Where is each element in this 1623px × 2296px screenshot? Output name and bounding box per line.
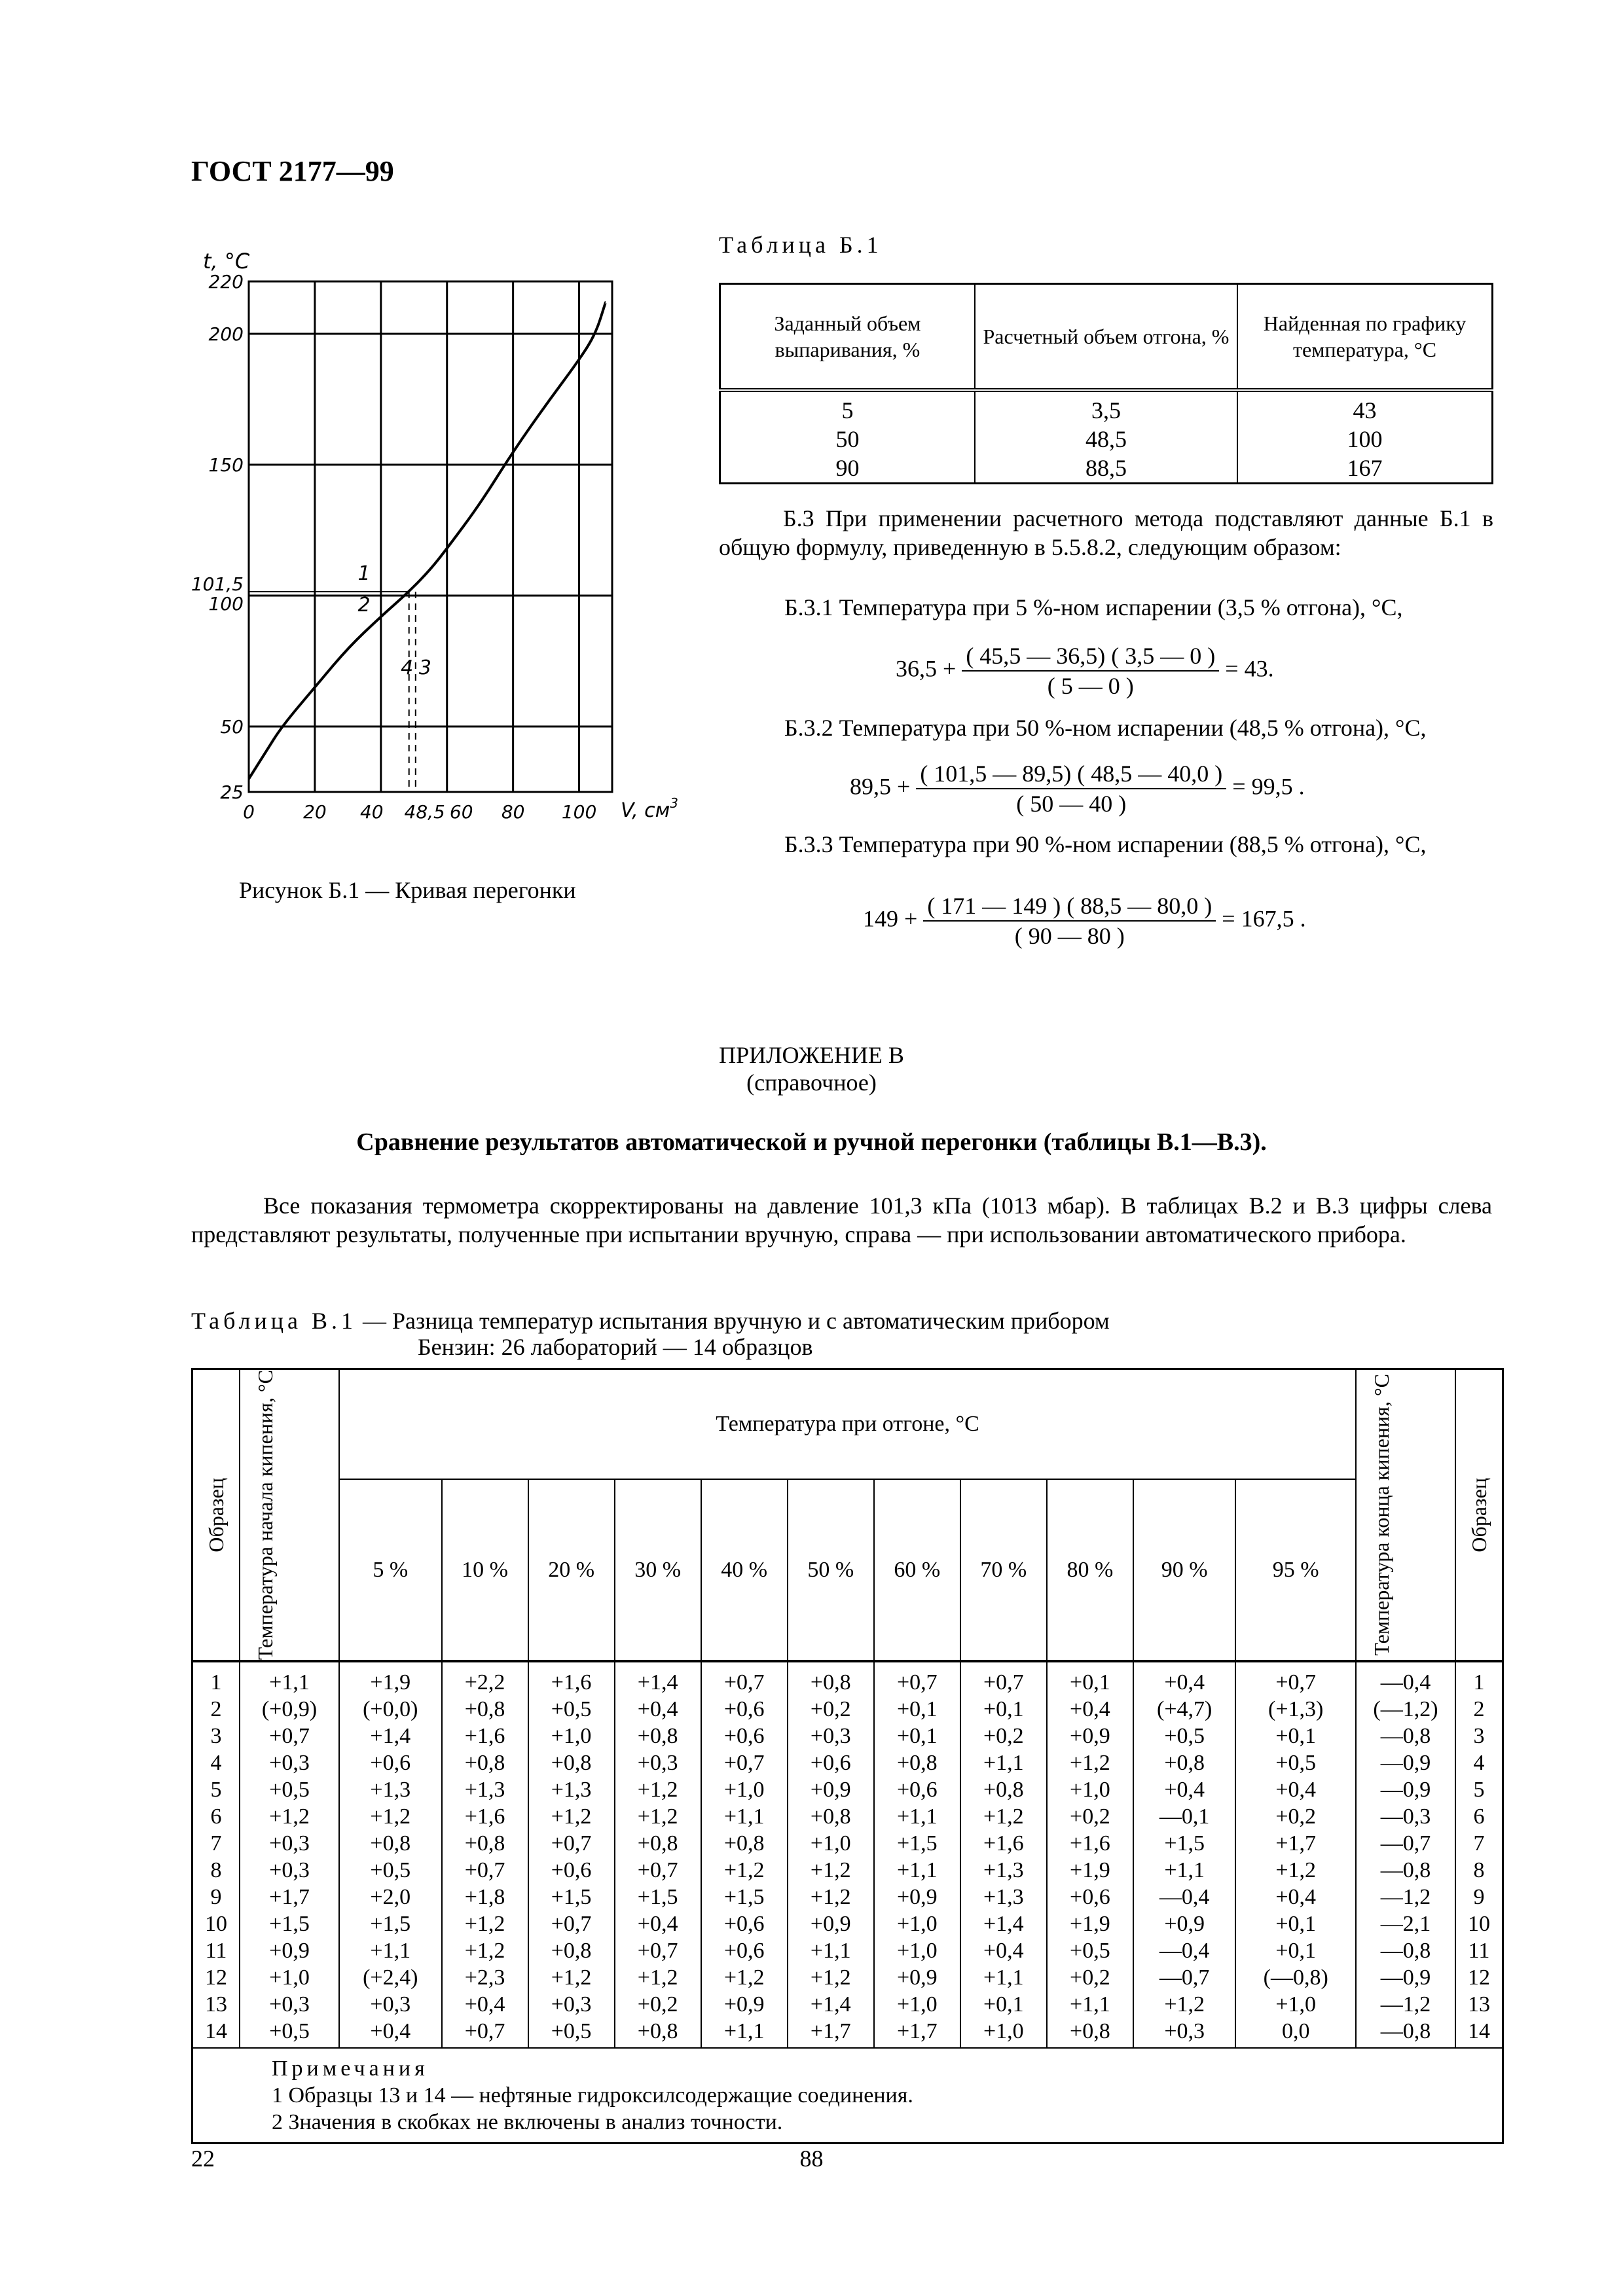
table-v1-cell: 9 <box>210 1885 222 1910</box>
table-v1-cell: +0,8 <box>810 1804 851 1829</box>
table-v1-cell: +0,3 <box>269 1858 310 1883</box>
y-tick-label: 100 <box>208 593 244 615</box>
table-v1-cell: +0,8 <box>637 2019 678 2044</box>
table-v1-cell: 1 <box>210 1670 222 1695</box>
table-v1-column <box>1047 1661 1133 2048</box>
y-tick-label: 50 <box>220 716 244 738</box>
table-v1-cell: —0,9 <box>1380 1751 1431 1776</box>
table-v1-cell: +1,1 <box>983 1965 1024 1990</box>
table-v1-column <box>1455 1661 1503 2048</box>
table-v1-cell: +0,7 <box>723 1670 765 1695</box>
col-percent-header: 90 % <box>1133 1479 1236 1662</box>
table-v1-cell: +1,2 <box>810 1885 851 1910</box>
table-v1-cell: +1,2 <box>269 1804 310 1829</box>
table-v1-cell: +0,4 <box>1164 1778 1205 1803</box>
table-v1-cell: +1,2 <box>723 1965 765 1990</box>
table-v1-cell: +0,6 <box>723 1697 765 1722</box>
table-v1-column <box>192 1661 240 2048</box>
table-v1-cell: +1,9 <box>370 1670 411 1695</box>
table-v1-cell: +2,2 <box>464 1670 505 1695</box>
col-sample-header: Образец <box>192 1369 240 1662</box>
distillation-curve <box>249 302 606 779</box>
table-v1-cell: 13 <box>1468 1992 1490 2017</box>
table-v1-cell: +1,4 <box>637 1670 678 1695</box>
table-v1-cell: +0,5 <box>269 2019 310 2044</box>
table-v1-cell: +0,8 <box>464 1751 505 1776</box>
table-v1-cell: +0,9 <box>810 1912 851 1937</box>
table-v1-cell: +0,4 <box>637 1912 678 1937</box>
table-v1-cell: +1,2 <box>983 1804 1024 1829</box>
table-v1-cell: +0,8 <box>810 1670 851 1695</box>
table-v1-cell: +0,2 <box>1275 1804 1317 1829</box>
table-v1-cell: 2 <box>1473 1697 1485 1722</box>
table-v1-cell: 2 <box>210 1697 222 1722</box>
table-v1-cell: +0,9 <box>269 1939 310 1964</box>
table-v1-cell: +0,4 <box>370 2019 411 2044</box>
col-start-header: Температура начала кипения, °С <box>240 1369 339 1662</box>
y-tick-label: 220 <box>208 271 244 293</box>
table-v1-cell: +1,4 <box>370 1724 411 1749</box>
table-v1-column <box>874 1661 960 2048</box>
table-v1-column <box>528 1661 615 2048</box>
b3-2-label: Б.3.2 Температура при 50 %-ном испарении (48,5 % отгона), °С, <box>784 715 1427 741</box>
table-v1-cell: +0,7 <box>983 1670 1024 1695</box>
table-v1-cell: (+0,0) <box>363 1697 418 1722</box>
table-v1-cell: 12 <box>1468 1965 1490 1990</box>
table-v1-cell: +1,6 <box>551 1670 592 1695</box>
col-percent-header: 10 % <box>442 1479 528 1662</box>
table-v1-cell: +0,1 <box>896 1724 938 1749</box>
table-v1-cell: +0,5 <box>370 1858 411 1883</box>
table-b1-cell: 3,5 48,5 88,5 <box>975 390 1237 484</box>
table-v1-cell: +1,3 <box>983 1858 1024 1883</box>
table-v1-cell: —0,1 <box>1159 1804 1210 1829</box>
table-v1-cell: +0,3 <box>551 1992 592 2017</box>
table-v1-cell: +0,9 <box>1070 1724 1110 1749</box>
table-v1-cell: +0,5 <box>269 1778 310 1803</box>
b3-1-label: Б.3.1 Температура при 5 %-ном испарении (3,5 % отгона), °С, <box>784 594 1403 620</box>
b3-3-label: Б.3.3 Температура при 90 %-ном испарении (88,5 % отгона), °С, <box>784 831 1427 857</box>
table-v1-cell: —0,9 <box>1380 1965 1431 1990</box>
table-v1-cell: +0,1 <box>983 1697 1024 1722</box>
b3-intro: Б.3 При применении расчетного метода подставляют данные Б.1 в общую формулу, приведенную в 5.5.8.2, следующим образом: <box>719 505 1493 560</box>
table-v1-cell: +1,0 <box>896 1939 938 1964</box>
table-v1-cell: +0,9 <box>896 1885 938 1910</box>
table-v1-column <box>442 1661 528 2048</box>
table-v1-cell: +1,3 <box>464 1778 505 1803</box>
curve-label-2: 2 <box>357 594 371 617</box>
table-v1-cell: +0,4 <box>1275 1778 1317 1803</box>
table-v1-cell: +0,8 <box>637 1724 678 1749</box>
appendix-paragraph: Все показания термометра скорректированы на давление 101,3 кПа (1013 мбар). В таблицах В.2 и В.3 цифры слева представляют результаты, полученные при испытании вручную, справа — при использовании автоматического прибора. <box>191 1193 1492 1247</box>
appendix-title: ПРИЛОЖЕНИЕ В <box>719 1042 904 1068</box>
b3-3-formula: 149 + $\frac{( 171 — 149 ) ( 88,5 — 80,0 )}{( 90 — 80 )}$ = 167,5 . <box>863 893 1306 949</box>
table-v1-cell: +0,7 <box>1275 1670 1317 1695</box>
table-v1-cell: +1,5 <box>551 1885 592 1910</box>
table-v1-column <box>240 1661 339 2048</box>
table-v1-cell: +0,1 <box>1275 1912 1317 1937</box>
table-v1-cell: +0,7 <box>464 2019 505 2044</box>
table-v1-cell: 11 <box>205 1939 227 1964</box>
chart-ticks <box>191 271 596 823</box>
table-v1-cell: +1,8 <box>464 1885 505 1910</box>
table-v1-cell: +1,0 <box>551 1724 592 1749</box>
col-percent-header: 20 % <box>528 1479 615 1662</box>
table-v1-cell: 8 <box>210 1858 222 1883</box>
plot-frame <box>249 281 612 792</box>
table-v1-cell: +0,6 <box>896 1778 938 1803</box>
table-v1-cell: +0,3 <box>1164 2019 1205 2044</box>
table-v1-cell: +1,0 <box>1070 1778 1110 1803</box>
x-tick-label: 100 <box>561 801 597 823</box>
table-v1-cell: —0,7 <box>1380 1831 1431 1856</box>
appendix-subtitle: (справочное) <box>746 1069 877 1096</box>
y-tick-label: 101,5 <box>191 573 244 595</box>
table-b1-header: Найденная по графику температура, °С <box>1237 284 1492 391</box>
col-end-header: Температура конца кипения, °С <box>1356 1369 1455 1662</box>
col-percent-header: 80 % <box>1047 1479 1133 1662</box>
table-v1-cell: +0,6 <box>723 1724 765 1749</box>
table-v1-cell: +1,2 <box>551 1804 592 1829</box>
table-v1-cell: +0,2 <box>1070 1804 1110 1829</box>
x-axis-label: V, $см^3$ <box>621 795 679 822</box>
table-v1-cell: +0,4 <box>1164 1670 1205 1695</box>
table-v1-cell: +2,0 <box>370 1885 411 1910</box>
table-v1-cell: +1,2 <box>370 1804 411 1829</box>
table-v1-cell: +1,0 <box>723 1778 765 1803</box>
b3-1-formula: 36,5 + $\frac{( 45,5 — 36,5) ( 3,5 — 0 )}{( 5 — 0 )}$ = 43. <box>896 643 1274 699</box>
table-v1-cell: +0,8 <box>551 1751 592 1776</box>
table-v1-cell: +0,4 <box>1275 1885 1317 1910</box>
table-v1-cell: 7 <box>210 1831 222 1856</box>
table-v1-cell: +0,3 <box>637 1751 678 1776</box>
table-v1-cell: +0,7 <box>551 1831 592 1856</box>
table-v1-cell: +1,2 <box>1164 1992 1205 2017</box>
table-v1-cell: 3 <box>210 1724 222 1749</box>
table-v1-column <box>615 1661 701 2048</box>
table-v1-cell: 0,0 <box>1281 2019 1310 2044</box>
table-v1-cell: +1,0 <box>269 1965 310 1990</box>
table-v1-cell: (+1,3) <box>1268 1697 1324 1722</box>
table-v1-cell: +1,2 <box>723 1858 765 1883</box>
table-v1-cell: +0,7 <box>464 1858 505 1883</box>
table-v1-cell: 11 <box>1468 1939 1490 1964</box>
table-v1-cell: +0,7 <box>269 1724 310 1749</box>
chart-grid <box>249 281 612 792</box>
table-v1-cell: +0,2 <box>637 1992 678 2017</box>
table-v1-cell: 13 <box>205 1992 227 2017</box>
table-v1-cell: +1,2 <box>464 1939 505 1964</box>
col-percent-header: 95 % <box>1235 1479 1356 1662</box>
table-v1-cell: +0,1 <box>1275 1939 1317 1964</box>
table-v1-column <box>701 1661 788 2048</box>
table-v1-cell: +0,9 <box>896 1965 938 1990</box>
table-v1-cell: 7 <box>1473 1831 1485 1856</box>
table-v1-cell: +0,4 <box>464 1992 505 2017</box>
table-v1-cell: +1,1 <box>723 1804 765 1829</box>
table-v1-cell: —0,9 <box>1380 1778 1431 1803</box>
table-v1-cell: +0,9 <box>810 1778 851 1803</box>
table-v1-cell: +0,1 <box>896 1697 938 1722</box>
table-v1-cell: —0,3 <box>1380 1804 1431 1829</box>
y-axis-label: t, °C <box>203 249 250 274</box>
table-v1-cell: +0,6 <box>551 1858 592 1883</box>
table-b1-caption: Таблица Б.1 <box>719 232 883 258</box>
table-v1-cell: +0,6 <box>370 1751 411 1776</box>
table-v1-cell: +1,5 <box>896 1831 938 1856</box>
table-v1-cell: +1,2 <box>464 1912 505 1937</box>
table-v1-cell: +1,7 <box>269 1885 310 1910</box>
table-v1-column <box>960 1661 1047 2048</box>
table-b1-cell: 43 100 167 <box>1237 390 1492 484</box>
table-v1-cell: +0,6 <box>1070 1885 1110 1910</box>
table-v1-cell: +1,1 <box>983 1751 1024 1776</box>
table-v1-cell: +1,1 <box>896 1804 938 1829</box>
table-v1-cell: +1,6 <box>464 1724 505 1749</box>
table-v1-cell: +0,5 <box>1070 1939 1110 1964</box>
table-b1-header: Расчетный объем отгона, % <box>975 284 1237 391</box>
table-v1-cell: +0,7 <box>723 1751 765 1776</box>
table-v1-caption-line2: Бензин: 26 лабораторий — 14 образцов <box>418 1334 813 1360</box>
b3-2-formula: 89,5 + $\frac{( 101,5 — 89,5) ( 48,5 — 40,0 )}{( 50 — 40 )}$ = 99,5 . <box>850 761 1305 817</box>
table-v1-cell: +0,3 <box>810 1724 851 1749</box>
table-v1-cell: +1,1 <box>723 2019 765 2044</box>
table-v1-notes: Примечания 1 Образцы 13 и 14 — нефтяные гидроксилсодержащие соединения. 2 Значения в скобках не включены в анализ точности. <box>192 2048 1503 2144</box>
y-tick-label: 150 <box>208 454 244 476</box>
table-v1-cell: +1,2 <box>637 1778 678 1803</box>
table-v1-cell: (—1,2) <box>1373 1697 1438 1722</box>
table-v1-cell: +0,3 <box>269 1751 310 1776</box>
table-v1-cell: +0,1 <box>983 1992 1024 2017</box>
table-v1-cell: +0,6 <box>723 1912 765 1937</box>
table-v1-column <box>788 1661 874 2048</box>
table-v1-cell: +0,1 <box>1070 1670 1110 1695</box>
table-v1-cell: 6 <box>210 1804 222 1829</box>
table-v1-cell: 14 <box>1468 2019 1490 2044</box>
table-v1-cell: +1,1 <box>1164 1858 1205 1883</box>
table-v1-cell: +0,2 <box>810 1697 851 1722</box>
table-v1-cell: (+0,9) <box>261 1697 318 1722</box>
y-tick-label: 25 <box>220 781 244 803</box>
table-v1-cell: +0,9 <box>1164 1912 1205 1937</box>
table-v1-cell: —0,4 <box>1159 1939 1210 1964</box>
table-v1-cell: +0,1 <box>1275 1724 1317 1749</box>
curve-label-4: 4 <box>401 656 414 679</box>
col-percent-header: 70 % <box>960 1479 1047 1662</box>
table-v1-cell: (—0,8) <box>1263 1965 1328 1990</box>
table-v1-cell: 3 <box>1473 1724 1485 1749</box>
table-v1-cell: +1,3 <box>551 1778 592 1803</box>
table-v1-cell: +1,5 <box>723 1885 765 1910</box>
table-v1-cell: +0,2 <box>983 1724 1024 1749</box>
table-v1-cell: +0,3 <box>370 1992 411 2017</box>
table-v1-cell: +1,1 <box>269 1670 310 1695</box>
x-tick-label: 0 <box>243 801 255 823</box>
table-v1-cell: +0,5 <box>551 2019 592 2044</box>
table-v1-cell: +1,4 <box>983 1912 1024 1937</box>
table-v1-cell: +1,1 <box>370 1939 411 1964</box>
table-v1-cell: +1,2 <box>1275 1858 1317 1883</box>
table-v1-cell: +0,9 <box>723 1992 765 2017</box>
table-v1-cell: +1,5 <box>1164 1831 1205 1856</box>
table-v1-cell: +1,3 <box>370 1778 411 1803</box>
table-v1-cell: 10 <box>205 1912 227 1937</box>
table-v1-cell: +0,7 <box>896 1670 938 1695</box>
table-v1-cell: 4 <box>1473 1751 1485 1776</box>
table-v1-cell: +2,3 <box>464 1965 505 1990</box>
table-v1-cell: 12 <box>205 1965 227 1990</box>
table-v1-cell: +0,8 <box>464 1697 505 1722</box>
col-group-header: Температура при отгоне, °С <box>339 1369 1356 1479</box>
table-v1-cell: +1,2 <box>637 1804 678 1829</box>
table-v1-cell: —2,1 <box>1380 1912 1431 1937</box>
table-v1-cell: +1,5 <box>269 1912 310 1937</box>
x-tick-label: 60 <box>449 801 473 823</box>
table-v1-cell: +0,5 <box>1164 1724 1205 1749</box>
table-v1 <box>191 1368 1504 2144</box>
table-v1-cell: +0,4 <box>637 1697 678 1722</box>
col-percent-header: 30 % <box>615 1479 701 1662</box>
table-v1-cell: +1,4 <box>810 1992 851 2017</box>
table-v1-cell: +1,0 <box>896 1992 938 2017</box>
table-v1-cell: (+4,7) <box>1157 1697 1213 1722</box>
table-v1-caption: Таблица В.1 — Разница температур испытания вручную и с автоматическим прибором <box>191 1308 1110 1334</box>
table-v1-column <box>1235 1661 1356 2048</box>
table-v1-cell: +1,2 <box>1070 1751 1110 1776</box>
table-v1-cell: +0,5 <box>551 1697 592 1722</box>
table-v1-cell: +1,2 <box>637 1965 678 1990</box>
table-v1-cell: 1 <box>1473 1670 1485 1695</box>
table-v1-cell: —0,4 <box>1380 1670 1431 1695</box>
table-v1-cell: +0,3 <box>269 1831 310 1856</box>
table-v1-cell: 5 <box>210 1778 222 1803</box>
table-v1-cell: +0,2 <box>1070 1965 1110 1990</box>
table-v1-cell: +1,5 <box>370 1912 411 1937</box>
table-v1-cell: +1,6 <box>464 1804 505 1829</box>
table-v1-cell: +0,8 <box>464 1831 505 1856</box>
table-v1-cell: +1,2 <box>551 1965 592 1990</box>
table-v1-cell: +0,8 <box>896 1751 938 1776</box>
table-v1-cell: +0,6 <box>810 1751 851 1776</box>
x-tick-label: 40 <box>359 801 384 823</box>
table-v1-cell: 9 <box>1473 1885 1485 1910</box>
curve-label-3: 3 <box>418 656 431 679</box>
table-v1-cell: +0,8 <box>370 1831 411 1856</box>
document-code: ГОСТ 2177—99 <box>191 155 394 187</box>
table-v1-cell: +1,6 <box>1070 1831 1110 1856</box>
table-v1-cell: +1,9 <box>1070 1858 1110 1883</box>
table-v1-cell: +0,4 <box>1070 1697 1110 1722</box>
table-v1-cell: +1,6 <box>983 1831 1024 1856</box>
col-percent-header: 50 % <box>788 1479 874 1662</box>
table-v1-cell: +1,1 <box>896 1858 938 1883</box>
col-percent-header: 40 % <box>701 1479 788 1662</box>
table-v1-cell: +0,8 <box>637 1831 678 1856</box>
table-v1-cell: —1,2 <box>1380 1992 1431 2017</box>
table-v1-cell: +0,5 <box>1275 1751 1317 1776</box>
table-v1-cell: —0,8 <box>1380 1939 1431 1964</box>
distillation-curve-chart <box>190 249 701 838</box>
table-v1-column <box>1133 1661 1236 2048</box>
page-number-center: 88 <box>799 2145 824 2172</box>
table-v1-cell: —0,8 <box>1380 1858 1431 1883</box>
table-v1-cell: +1,0 <box>810 1831 851 1856</box>
table-v1-cell: +0,6 <box>723 1939 765 1964</box>
table-v1-cell: +1,5 <box>637 1885 678 1910</box>
table-v1-cell: 10 <box>1468 1912 1490 1937</box>
appendix-heading: Сравнение результатов автоматической и ручной перегонки (таблицы В.1—В.3). <box>356 1128 1267 1156</box>
table-v1-cell: +1,0 <box>896 1912 938 1937</box>
table-v1-cell: +0,8 <box>1164 1751 1205 1776</box>
table-v1-cell: +1,2 <box>810 1965 851 1990</box>
col-percent-header: 5 % <box>339 1479 442 1662</box>
table-v1-cell: +1,7 <box>810 2019 851 2044</box>
table-b1-cell: 5 50 90 <box>720 390 975 484</box>
table-v1-column <box>1356 1661 1455 2048</box>
table-v1-cell: —0,7 <box>1159 1965 1210 1990</box>
table-v1-cell: 5 <box>1473 1778 1485 1803</box>
table-v1-cell: +1,7 <box>1275 1831 1317 1856</box>
table-v1-cell: +1,0 <box>1275 1992 1317 2017</box>
table-v1-cell: —1,2 <box>1380 1885 1431 1910</box>
table-v1-cell: +0,8 <box>551 1939 592 1964</box>
table-v1-cell: +1,1 <box>810 1939 851 1964</box>
table-v1-cell: +0,8 <box>1070 2019 1110 2044</box>
table-v1-column <box>339 1661 442 2048</box>
table-v1-cell: +0,4 <box>983 1939 1024 1964</box>
curve-label-1: 1 <box>357 562 371 585</box>
table-v1-cell: +0,7 <box>637 1939 678 1964</box>
table-b1 <box>719 283 1493 484</box>
table-v1-cell: +1,0 <box>983 2019 1024 2044</box>
table-v1-cell: +1,9 <box>1070 1912 1110 1937</box>
col-sample-header-right: Образец <box>1455 1369 1503 1662</box>
y-tick-label: 200 <box>208 323 244 345</box>
table-v1-cell: +0,8 <box>983 1778 1024 1803</box>
x-tick-label: 48,5 <box>404 801 445 823</box>
table-v1-cell: +0,3 <box>269 1992 310 2017</box>
table-b1-header: Заданный объем выпаривания, % <box>720 284 975 391</box>
table-v1-cell: +0,7 <box>551 1912 592 1937</box>
table-v1-cell: +0,8 <box>723 1831 765 1856</box>
x-tick-label: 80 <box>501 801 525 823</box>
table-v1-cell: 8 <box>1473 1858 1485 1883</box>
table-v1-cell: +1,3 <box>983 1885 1024 1910</box>
table-v1-cell: —0,4 <box>1159 1885 1210 1910</box>
page-number-left: 22 <box>191 2145 215 2172</box>
table-v1-cell: —0,8 <box>1380 2019 1431 2044</box>
table-v1-cell: +1,1 <box>1070 1992 1110 2017</box>
table-v1-cell: —0,8 <box>1380 1724 1431 1749</box>
figure-caption: Рисунок Б.1 — Кривая перегонки <box>239 877 576 903</box>
table-v1-cell: 6 <box>1473 1804 1485 1829</box>
table-v1-cell: 4 <box>210 1751 222 1776</box>
chart-curve <box>249 302 606 792</box>
table-v1-cell: 14 <box>205 2019 227 2044</box>
table-v1-cell: (+2,4) <box>363 1965 418 1990</box>
table-v1-cell: +1,7 <box>896 2019 938 2044</box>
table-v1-cell: +1,2 <box>810 1858 851 1883</box>
table-v1-cell: +0,7 <box>637 1858 678 1883</box>
x-tick-label: 20 <box>303 801 327 823</box>
col-percent-header: 60 % <box>874 1479 960 1662</box>
